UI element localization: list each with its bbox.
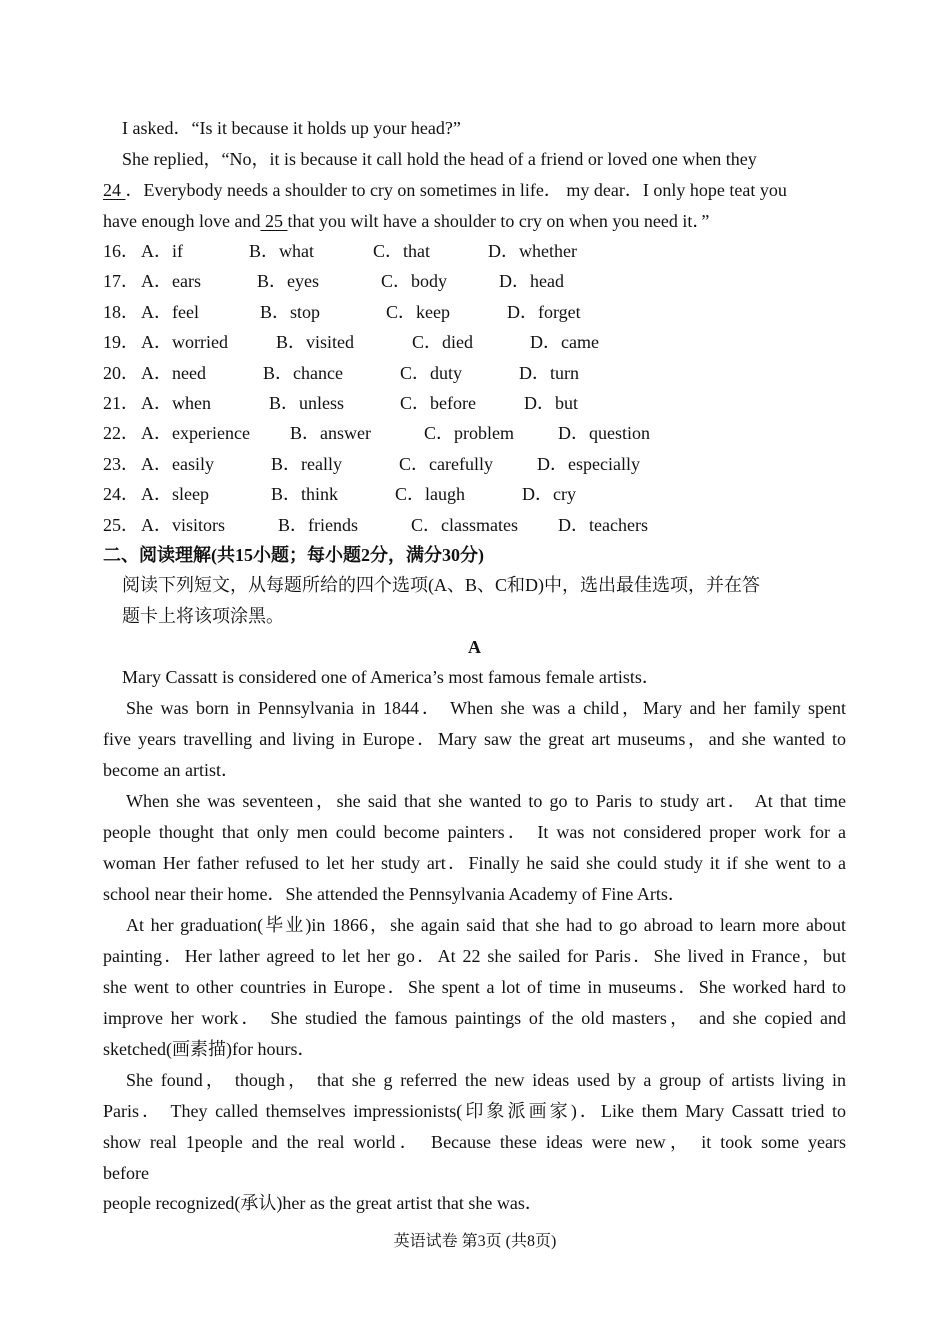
option-d: D．whether <box>488 241 577 261</box>
intro-line-4-pre: have enough love and <box>103 211 261 231</box>
option-c: C．classmates <box>411 514 518 535</box>
question-number: 22． <box>103 423 139 444</box>
option-d: D．forget <box>507 301 581 322</box>
passage-line: before <box>103 1163 149 1183</box>
option-c: C．died <box>412 332 473 353</box>
option-b: B．unless <box>269 393 345 413</box>
question-number: 24． <box>103 484 139 505</box>
option-b: B．eyes <box>257 271 319 292</box>
question-number: 17． <box>103 271 139 292</box>
intro-line-3 <box>103 175 846 206</box>
question-number: 23． <box>103 453 139 474</box>
intro-line-3-text: ．Everybody needs a shoulder to cry on sometimes in life． my dear．I only hope teat you <box>125 180 787 200</box>
passage-line: five years travelling and living in Europe．Mary saw the great art museums，and she wanted to <box>103 729 846 749</box>
option-a: A．ears <box>141 271 201 292</box>
option-a: A．need <box>141 362 206 383</box>
passage-line: When she was seventeen，she said that she wanted to go to Paris to study art． At that time <box>126 791 846 811</box>
intro-line-2: She replied，“No，it is because it call hold the head of a friend or loved one when they <box>122 149 757 169</box>
option-c: C．before <box>400 393 476 413</box>
option-d: D．cry <box>522 484 576 505</box>
option-b: B．visited <box>276 332 355 353</box>
option-c: C．carefully <box>399 453 493 474</box>
question-row <box>103 388 846 419</box>
option-c: C．problem <box>424 423 514 444</box>
option-d: D．head <box>499 271 564 292</box>
section-instructions-1: 阅读下列短文，从每题所给的四个选项(A、B、C和D)中，选出最佳选项，并在答 <box>122 575 760 595</box>
option-b: B．think <box>271 484 339 505</box>
option-c: C．laugh <box>395 484 465 505</box>
question-row <box>103 510 846 541</box>
question-number: 20． <box>103 362 139 383</box>
question-row <box>103 266 846 297</box>
option-b: B．really <box>271 453 342 474</box>
option-a: A．easily <box>141 453 214 474</box>
question-number: 16． <box>103 241 139 261</box>
passage-line: sketched(画素描)for hours． <box>103 1039 316 1059</box>
page-footer: 英语试卷 第3页 (共8页) <box>393 1233 557 1250</box>
question-number: 18． <box>103 301 139 322</box>
passage-line: improve her work． She studied the famous paintings of the old masters， and she copied and <box>103 1008 846 1028</box>
option-c: C．body <box>381 271 448 292</box>
passage-line: painting．Her lather agreed to let her go．At 22 she sailed for Paris．She lived in France，but <box>103 946 846 966</box>
question-row <box>103 358 846 389</box>
question-row <box>103 236 846 267</box>
intro-line-4 <box>103 206 846 237</box>
section-instructions-2: 题卡上将该项涂黑。 <box>122 606 284 626</box>
option-b: B．chance <box>263 362 343 383</box>
option-c: C．keep <box>386 301 450 322</box>
option-c: C．that <box>373 241 430 261</box>
question-row <box>103 327 846 358</box>
option-d: D．came <box>530 332 599 353</box>
passage-line: she went to other countries in Europe．She spent a lot of time in museums．She worked hard to <box>103 977 846 997</box>
passage-line: woman Her father refused to let her study art．Finally he said she could study it if she went to a <box>103 853 846 873</box>
passage-line: She was born in Pennsylvania in 1844． When she was a child，Mary and her family spent <box>126 698 846 718</box>
passage-line: school near their home．She attended the Pennsylvania Academy of Fine Arts． <box>103 884 686 904</box>
blank-24: 24 <box>103 180 126 200</box>
option-d: D．turn <box>519 362 579 383</box>
passage-line: She found， though， that she g referred the new ideas used by a group of artists living in <box>126 1070 846 1090</box>
option-d: D．question <box>558 423 650 444</box>
option-b: B．stop <box>260 301 321 322</box>
option-a: A．when <box>141 393 211 413</box>
question-row <box>103 449 846 480</box>
passage-line: At her graduation(毕业)in 1866，she again said that she had to go abroad to learn more about <box>126 915 846 935</box>
question-row <box>103 479 846 510</box>
option-a: A．sleep <box>141 484 209 505</box>
question-row <box>103 418 846 449</box>
option-a: A．experience <box>141 423 250 444</box>
passage-line: people thought that only men could become painters． It was not considered proper work for a <box>103 822 846 842</box>
option-b: B．answer <box>290 423 371 444</box>
option-d: D．but <box>524 393 578 413</box>
option-a: A．feel <box>141 301 199 322</box>
option-c: C．duty <box>400 362 463 383</box>
option-a: A．worried <box>141 332 228 353</box>
passage-line: Mary Cassatt is considered one of America’s most famous female artists． <box>122 667 660 687</box>
section-heading: 二、阅读理解(共15小题；每小题2分，满分30分) <box>103 545 484 565</box>
passage-label: A <box>468 637 481 657</box>
question-number: 21． <box>103 393 139 413</box>
option-d: D．especially <box>537 453 640 474</box>
blank-25: 25 <box>260 211 288 231</box>
question-number: 19． <box>103 332 139 353</box>
question-row <box>103 297 846 328</box>
passage-line: Paris． They called themselves impressionists(印象派画家)．Like them Mary Cassatt tried to <box>103 1101 846 1121</box>
question-number: 25． <box>103 514 139 535</box>
passage-line: show real 1people and the real world． Because these ideas were new， it took some years <box>103 1132 846 1152</box>
option-b: B．what <box>249 241 314 261</box>
passage-line: people recognized(承认)her as the great artist that she was． <box>103 1193 543 1213</box>
option-a: A．visitors <box>141 514 226 535</box>
intro-line-4-post: that you wilt have a shoulder to cry on when you need it．” <box>287 211 710 231</box>
option-a: A．if <box>141 241 183 261</box>
option-b: B．friends <box>278 514 358 535</box>
passage-line: become an artist． <box>103 760 239 780</box>
intro-line-1: I asked．“Is it because it holds up your head?” <box>122 118 461 138</box>
option-d: D．teachers <box>558 514 648 535</box>
